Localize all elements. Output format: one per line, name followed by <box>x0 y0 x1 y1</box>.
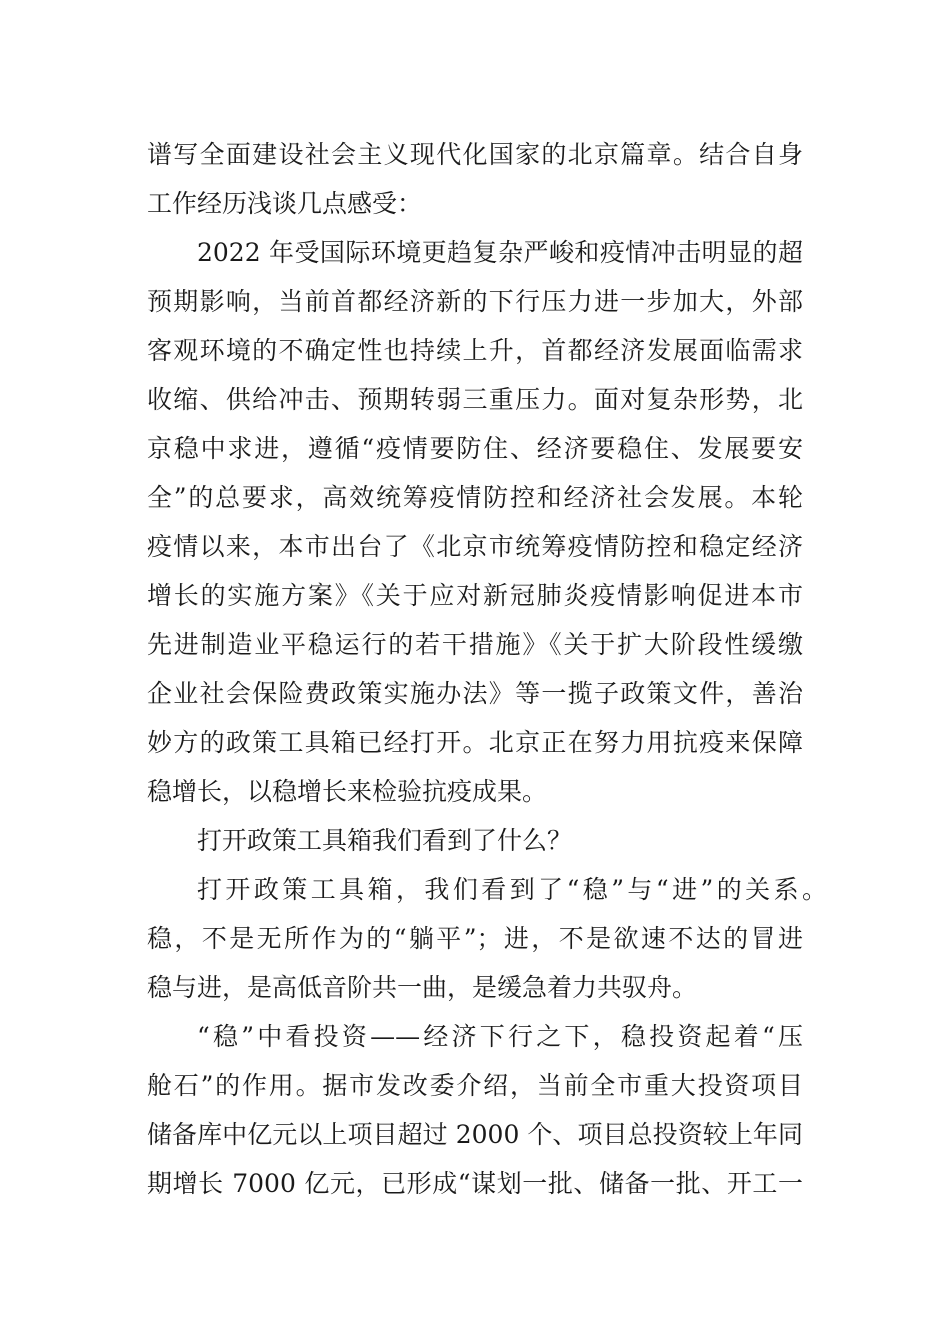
text-line-2: 工作经历浅谈几点感受： <box>147 189 423 218</box>
text-line-21: 储备库中亿元以上项目超过 2000 个、项目总投资较上年同 <box>147 1120 803 1149</box>
text-line-13: 妙方的政策工具箱已经打开。北京正在努力用抗疫来保障 <box>147 728 803 757</box>
text-line-16: 打开政策工具箱，我们看到了“稳”与“进”的关系。 <box>197 875 827 904</box>
text-line-1: 谱写全面建设社会主义现代化国家的北京篇章。结合自身 <box>147 140 803 169</box>
text-line-19: “稳”中看投资——经济下行之下，稳投资起着“压 <box>197 1022 803 1051</box>
text-line-14: 稳增长，以稳增长来检验抗疫成果。 <box>147 777 548 806</box>
text-line-17: 稳，不是无所作为的“躺平”；进，不是欲速不达的冒进 <box>147 924 803 953</box>
text-line-22: 期增长 7000 亿元，已形成“谋划一批、储备一批、开工一 <box>147 1169 803 1198</box>
text-line-4: 预期影响，当前首都经济新的下行压力进一步加大，外部 <box>147 287 803 316</box>
text-line-6: 收缩、供给冲击、预期转弱三重压力。面对复杂形势，北 <box>147 385 803 414</box>
text-line-18: 稳与进，是高低音阶共一曲，是缓急着力共驭舟。 <box>147 973 698 1002</box>
text-line-7: 京稳中求进，遵循“疫情要防住、经济要稳住、发展要安 <box>147 434 803 463</box>
document-body <box>147 130 827 1208</box>
text-line-12: 企业社会保险费政策实施办法》等一揽子政策文件，善治 <box>147 679 803 708</box>
text-line-5: 客观环境的不确定性也持续上升，首都经济发展面临需求 <box>147 336 803 365</box>
text-line-3: 2022 年受国际环境更趋复杂严峻和疫情冲击明显的超 <box>197 238 803 267</box>
text-line-10: 增长的实施方案》《关于应对新冠肺炎疫情影响促进本市 <box>147 581 803 610</box>
text-line-9: 疫情以来，本市出台了《北京市统筹疫情防控和稳定经济 <box>147 532 803 561</box>
text-line-8: 全”的总要求，高效统筹疫情防控和经济社会发展。本轮 <box>147 483 803 512</box>
text-line-11: 先进制造业平稳运行的若干措施》《关于扩大阶段性缓缴 <box>147 630 803 659</box>
text-line-20: 舱石”的作用。据市发改委介绍，当前全市重大投资项目 <box>147 1071 803 1100</box>
text-line-15: 打开政策工具箱我们看到了什么？ <box>197 826 573 855</box>
